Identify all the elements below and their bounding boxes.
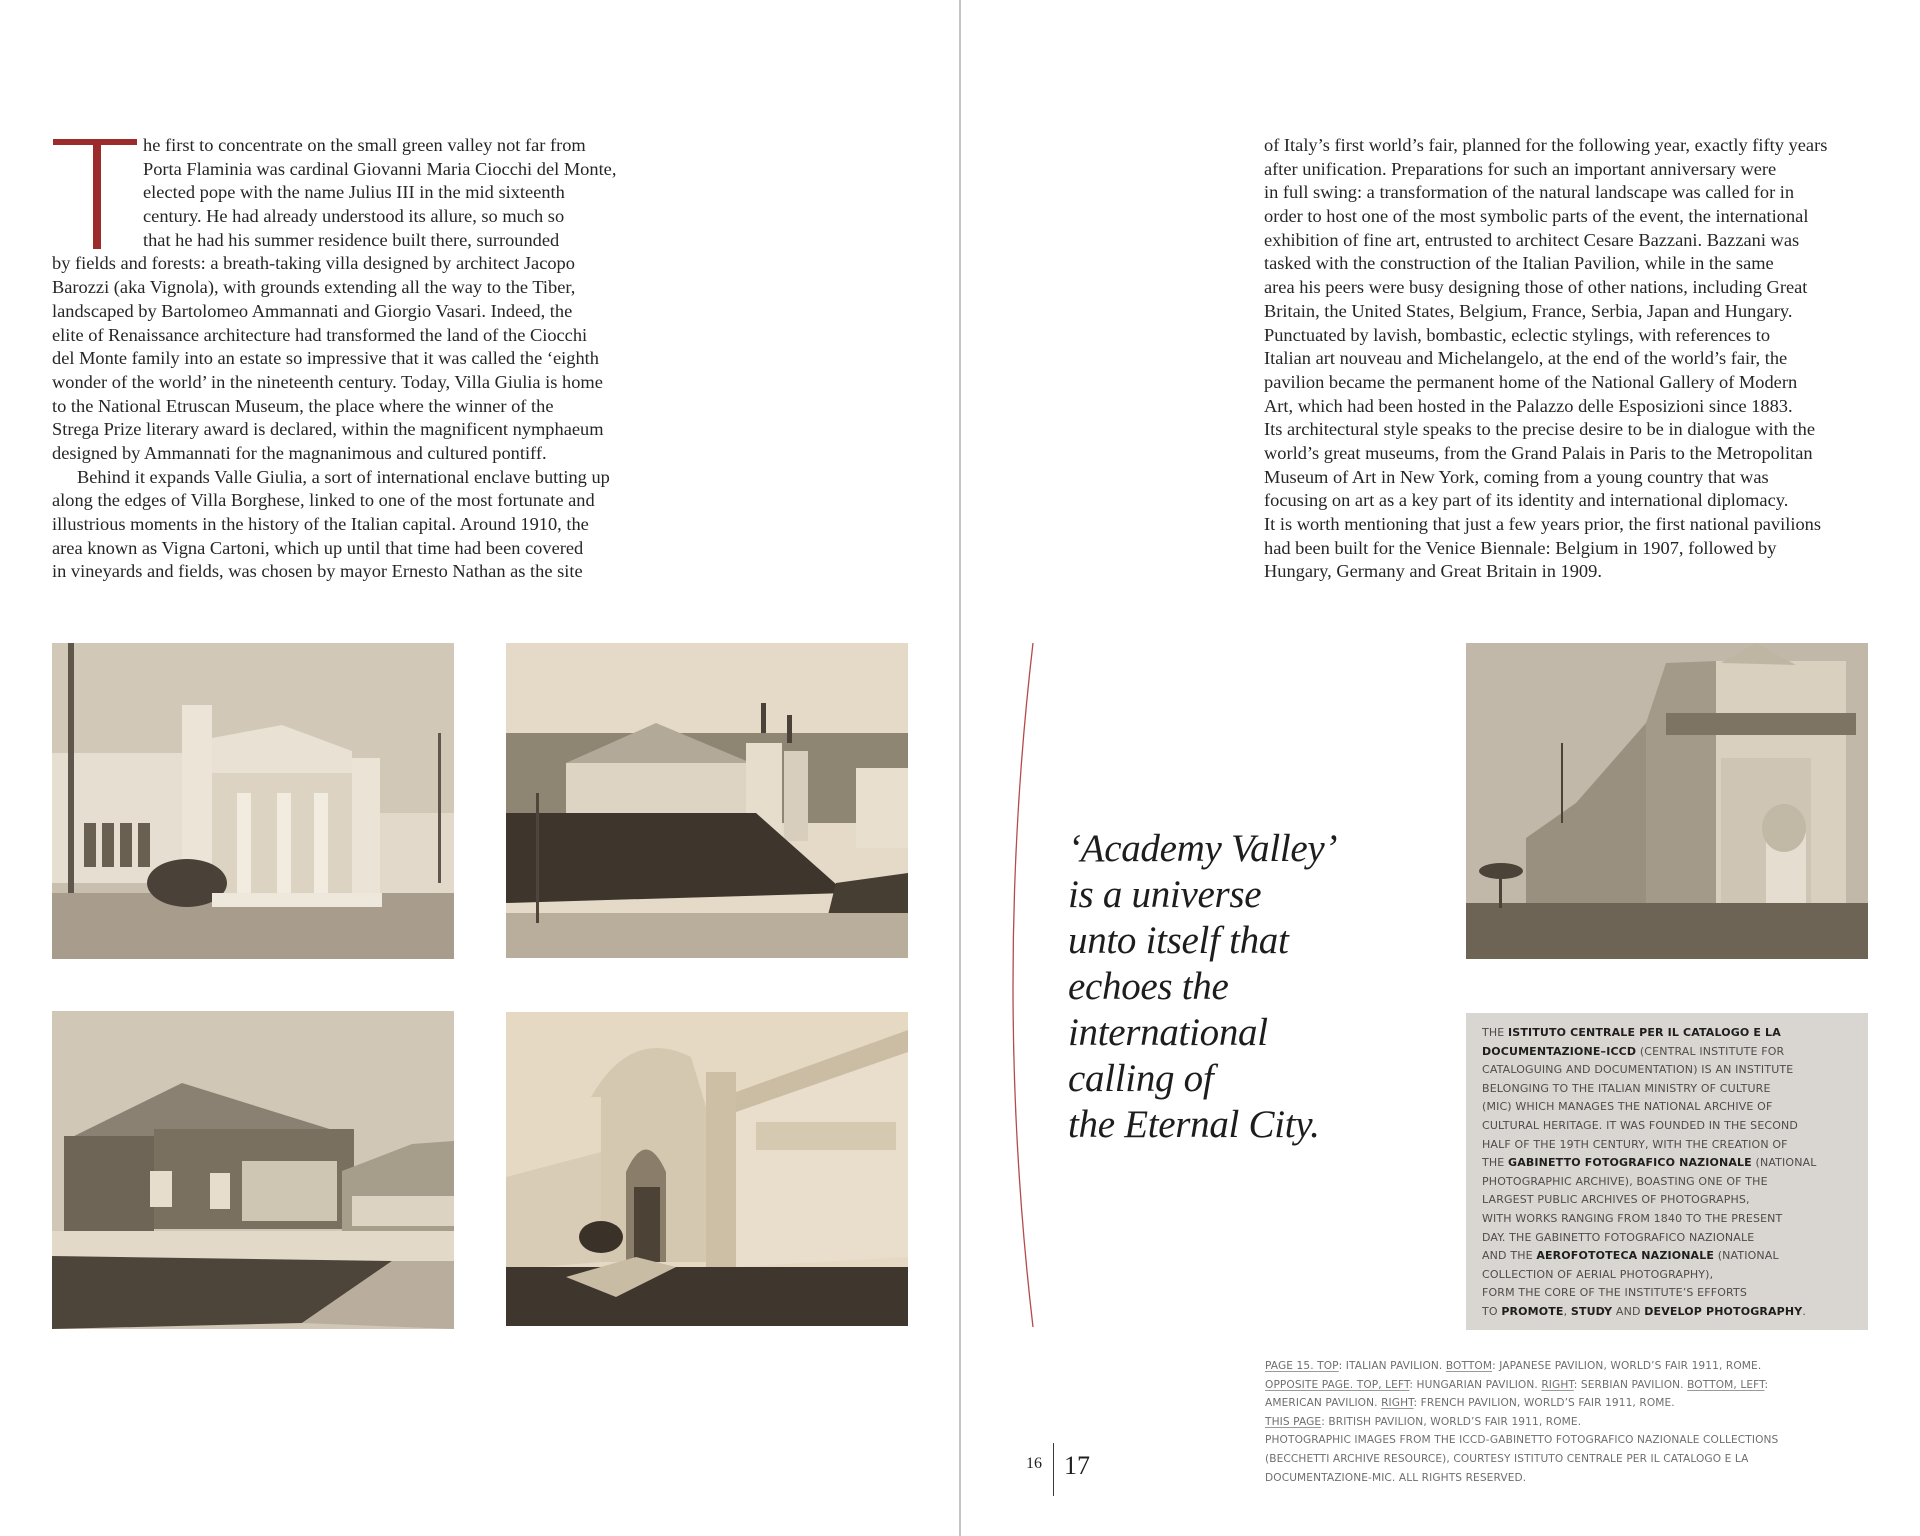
text-line: Museum of Art in New York, coming from a young country that was bbox=[1264, 466, 1769, 487]
info-box-line bbox=[1482, 1136, 1868, 1155]
credit-label: RIGHT bbox=[1541, 1378, 1574, 1391]
text-line: century. He had already understood its allure, so much so bbox=[143, 206, 565, 227]
credit-text: : JAPANESE PAVILION, WORLD’S FAIR 1911, ROME. bbox=[1492, 1360, 1762, 1372]
text-line: designed by Ammannati for the magnanimous and cultured pontiff. bbox=[52, 442, 547, 463]
text-line: wonder of the world’ in the nineteenth century. Today, Villa Giulia is home bbox=[52, 371, 603, 392]
photo-hungarian-pavilion bbox=[52, 643, 454, 959]
credit-label: BOTTOM bbox=[1445, 1360, 1493, 1372]
info-box-line bbox=[1482, 1117, 1868, 1136]
info-box-line bbox=[1482, 1229, 1868, 1248]
photo-serbian-pavilion bbox=[506, 643, 908, 958]
info-box-line bbox=[1482, 1191, 1868, 1210]
info-box-run: (MIC) WHICH MANAGES THE NATIONAL ARCHIVE OF bbox=[1482, 1100, 1773, 1114]
credit-line bbox=[1265, 1413, 1885, 1432]
info-box-line bbox=[1482, 1024, 1868, 1043]
info-box-bold-run: ISTITUTO CENTRALE PER IL CATALOGO E LA bbox=[1508, 1026, 1781, 1039]
info-box-run: (NATIONAL bbox=[1751, 1156, 1817, 1170]
text-line: order to host one of the most symbolic parts of the event, the international bbox=[1264, 206, 1809, 227]
text-line: Porta Flaminia was cardinal Giovanni Maria Ciocchi del Monte, bbox=[143, 158, 617, 179]
info-box-line bbox=[1482, 1284, 1868, 1303]
info-box-line bbox=[1482, 1173, 1868, 1192]
text-line: that he had his summer residence built there, surrounded bbox=[143, 229, 560, 250]
credit-label: OPPOSITE PAGE. TOP, LEFT bbox=[1265, 1378, 1410, 1391]
text-line: had been built for the Venice Biennale: Belgium in 1907, followed by bbox=[1264, 537, 1777, 558]
info-box-bold-run: DOCUMENTAZIONE–ICCD bbox=[1482, 1044, 1637, 1058]
text-line: It is worth mentioning that just a few years prior, the first national pavilions bbox=[1264, 514, 1821, 534]
pull-quote-line: unto itself that bbox=[1068, 919, 1289, 962]
text-line: in full swing: a transformation of the natural landscape was called for in bbox=[1264, 182, 1795, 203]
page-number-left: 16 bbox=[1026, 1455, 1042, 1472]
info-box-run: TO bbox=[1482, 1304, 1502, 1318]
info-box-bold-run: STUDY bbox=[1570, 1304, 1613, 1318]
info-box-run: CULTURAL HERITAGE. IT WAS FOUNDED IN THE SECOND bbox=[1482, 1118, 1799, 1132]
info-box-run: FORM THE CORE OF THE INSTITUTE’S EFFORTS bbox=[1482, 1286, 1748, 1300]
photo-image bbox=[506, 643, 908, 958]
text-line: Its architectural style speaks to the precise desire to be in dialogue with the bbox=[1264, 419, 1816, 440]
credit-text: : FRENCH PAVILION, WORLD’S FAIR 1911, ROME. bbox=[1413, 1397, 1675, 1410]
info-box-bold-run: AEROFOTOTECA NAZIONALE bbox=[1536, 1249, 1715, 1263]
info-box-line bbox=[1482, 1303, 1868, 1322]
credit-text: : BRITISH PAVILION, WORLD’S FAIR 1911, ROME. bbox=[1321, 1415, 1582, 1428]
info-box-line bbox=[1482, 1043, 1868, 1062]
text-line: Italian art nouveau and Michelangelo, at the end of the world’s fair, the bbox=[1264, 348, 1788, 369]
info-box-line bbox=[1482, 1061, 1868, 1080]
credit-label: PAGE 15. TOP bbox=[1265, 1360, 1339, 1372]
text-line: Behind it expands Valle Giulia, a sort of international enclave butting up bbox=[77, 466, 610, 487]
pull-quote bbox=[1068, 826, 1337, 1148]
credit-text: AMERICAN PAVILION. bbox=[1265, 1397, 1382, 1410]
pull-quote-line: is a universe bbox=[1068, 873, 1262, 916]
institute-info-box bbox=[1466, 1013, 1868, 1330]
page-gutter bbox=[959, 0, 961, 1536]
info-box-line bbox=[1482, 1098, 1868, 1117]
info-box-run: THE bbox=[1482, 1156, 1509, 1170]
photo-image bbox=[52, 1011, 454, 1329]
photo-credits bbox=[1265, 1357, 1885, 1487]
credit-line bbox=[1265, 1450, 1885, 1469]
text-line: illustrious moments in the history of the Italian capital. Around 1910, the bbox=[52, 514, 589, 534]
info-box-bold-run: GABINETTO FOTOGRAFICO NAZIONALE bbox=[1508, 1156, 1752, 1170]
text-line: focusing on art as a key part of its identity and international diplomacy. bbox=[1264, 490, 1789, 511]
photo-american-pavilion bbox=[52, 1011, 454, 1329]
credit-label: BOTTOM, LEFT bbox=[1687, 1378, 1765, 1391]
pull-quote-line: the Eternal City. bbox=[1068, 1103, 1320, 1146]
credit-text: : HUNGARIAN PAVILION. bbox=[1409, 1378, 1542, 1391]
credit-text: (BECCHETTI ARCHIVE RESOURCE), COURTESY ISTITUTO CENTRALE PER IL CATALOGO E LA bbox=[1265, 1452, 1749, 1465]
text-line: Britain, the United States, Belgium, France, Serbia, Japan and Hungary. bbox=[1264, 300, 1793, 321]
info-box-run: BELONGING TO THE ITALIAN MINISTRY OF CULTURE bbox=[1482, 1081, 1771, 1095]
text-line: by fields and forests: a breath-taking villa designed by architect Jacopo bbox=[52, 253, 575, 274]
info-box-run: , bbox=[1563, 1304, 1571, 1318]
pull-quote-line: calling of bbox=[1068, 1057, 1214, 1100]
text-line: del Monte family into an estate so impressive that it was called the ‘eighth bbox=[52, 348, 599, 369]
text-line: world’s great museums, from the Grand Palais in Paris to the Metropolitan bbox=[1264, 442, 1813, 463]
text-line: elected pope with the name Julius III in the mid sixteenth bbox=[143, 182, 565, 203]
credit-line bbox=[1265, 1431, 1885, 1450]
info-box-line bbox=[1482, 1266, 1868, 1285]
text-line: tasked with the construction of the Italian Pavilion, while in the same bbox=[1264, 253, 1774, 274]
text-line: exhibition of fine art, entrusted to architect Cesare Bazzani. Bazzani was bbox=[1264, 229, 1800, 250]
info-box-run: THE bbox=[1482, 1026, 1509, 1039]
info-box-line bbox=[1482, 1154, 1868, 1173]
info-box-line bbox=[1482, 1080, 1868, 1099]
info-box-bold-run: DEVELOP PHOTOGRAPHY bbox=[1644, 1304, 1803, 1318]
credit-line bbox=[1265, 1376, 1885, 1395]
photo-french-pavilion bbox=[506, 1012, 908, 1326]
credit-line bbox=[1265, 1469, 1885, 1488]
credit-line bbox=[1265, 1394, 1885, 1413]
page-number-right: 17 bbox=[1064, 1451, 1090, 1480]
info-box-run: (CENTRAL INSTITUTE FOR bbox=[1636, 1044, 1785, 1058]
pull-quote-line: international bbox=[1068, 1011, 1268, 1054]
info-box-run: AND THE bbox=[1482, 1249, 1537, 1263]
info-box-run: DAY. THE GABINETTO FOTOGRAFICO NAZIONALE bbox=[1482, 1230, 1755, 1244]
text-line: in vineyards and fields, was chosen by mayor Ernesto Nathan as the site bbox=[52, 561, 583, 582]
info-box-line bbox=[1482, 1210, 1868, 1229]
left-body-text bbox=[52, 134, 672, 584]
info-box-run: . bbox=[1802, 1304, 1807, 1318]
credit-text: PHOTOGRAPHIC IMAGES FROM THE ICCD-GABINETTO FOTOGRAFICO NAZIONALE COLLECTIONS bbox=[1265, 1434, 1779, 1447]
info-box-run: COLLECTION OF AERIAL PHOTOGRAPHY), bbox=[1482, 1267, 1714, 1281]
photo-image bbox=[52, 643, 454, 959]
text-line: pavilion became the permanent home of the National Gallery of Modern bbox=[1264, 371, 1798, 392]
info-box-run: LARGEST PUBLIC ARCHIVES OF PHOTOGRAPHS, bbox=[1482, 1193, 1750, 1207]
info-box-run: (NATIONAL bbox=[1714, 1249, 1779, 1263]
credit-label: THIS PAGE bbox=[1265, 1415, 1322, 1428]
credit-text: : bbox=[1764, 1378, 1769, 1391]
text-line: Hungary, Germany and Great Britain in 1909. bbox=[1264, 561, 1602, 582]
text-line: Punctuated by lavish, bombastic, eclectic stylings, with references to bbox=[1264, 324, 1771, 345]
text-line: area his peers were busy designing those of other nations, including Great bbox=[1264, 277, 1808, 298]
photo-british-pavilion bbox=[1466, 643, 1868, 959]
credit-line bbox=[1265, 1357, 1885, 1376]
text-line: of Italy’s first world’s fair, planned for the following year, exactly fifty years bbox=[1264, 135, 1828, 155]
text-line: Barozzi (aka Vignola), with grounds extending all the way to the Tiber, bbox=[52, 277, 576, 298]
text-line: landscaped by Bartolomeo Ammannati and Giorgio Vasari. Indeed, the bbox=[52, 300, 573, 321]
credit-text: DOCUMENTAZIONE-MIC. ALL RIGHTS RESERVED. bbox=[1265, 1471, 1527, 1484]
pull-quote-line: ‘Academy Valley’ bbox=[1068, 827, 1338, 870]
text-line: to the National Etruscan Museum, the place where the winner of the bbox=[52, 395, 554, 416]
text-line: he first to concentrate on the small green valley not far from bbox=[143, 135, 586, 155]
credit-text: : SERBIAN PAVILION. bbox=[1573, 1378, 1688, 1391]
text-line: Art, which had been hosted in the Palazzo delle Esposizioni since 1883. bbox=[1264, 395, 1793, 416]
right-body-text bbox=[1264, 134, 1884, 584]
credit-label: RIGHT bbox=[1381, 1397, 1414, 1410]
info-box-run: PHOTOGRAPHIC ARCHIVE), BOASTING ONE OF THE bbox=[1482, 1174, 1768, 1188]
photo-image bbox=[1466, 643, 1868, 959]
text-line: elite of Renaissance architecture had transformed the land of the Ciocchi bbox=[52, 324, 588, 345]
info-box-run: AND bbox=[1612, 1304, 1645, 1318]
text-line: Strega Prize literary award is declared, within the magnificent nymphaeum bbox=[52, 419, 604, 440]
info-box-bold-run: PROMOTE bbox=[1501, 1304, 1564, 1318]
photo-image bbox=[506, 1012, 908, 1326]
text-line: area known as Vigna Cartoni, which up until that time had been covered bbox=[52, 537, 584, 558]
text-line: after unification. Preparations for such an important anniversary were bbox=[1264, 158, 1777, 179]
credit-text: : ITALIAN PAVILION. bbox=[1338, 1360, 1446, 1372]
pull-quote-arc bbox=[1005, 640, 1045, 1330]
pull-quote-line: echoes the bbox=[1068, 965, 1229, 1008]
info-box-line bbox=[1482, 1247, 1868, 1266]
info-box-run: WITH WORKS RANGING FROM 1840 TO THE PRESENT bbox=[1482, 1211, 1783, 1225]
info-box-run: HALF OF THE 19TH CENTURY, WITH THE CREATION OF bbox=[1482, 1137, 1788, 1151]
text-line: along the edges of Villa Borghese, linked to one of the most fortunate and bbox=[52, 490, 595, 511]
info-box-run: CATALOGUING AND DOCUMENTATION) IS AN INSTITUTE bbox=[1482, 1063, 1794, 1077]
page-number-divider bbox=[1053, 1443, 1054, 1496]
